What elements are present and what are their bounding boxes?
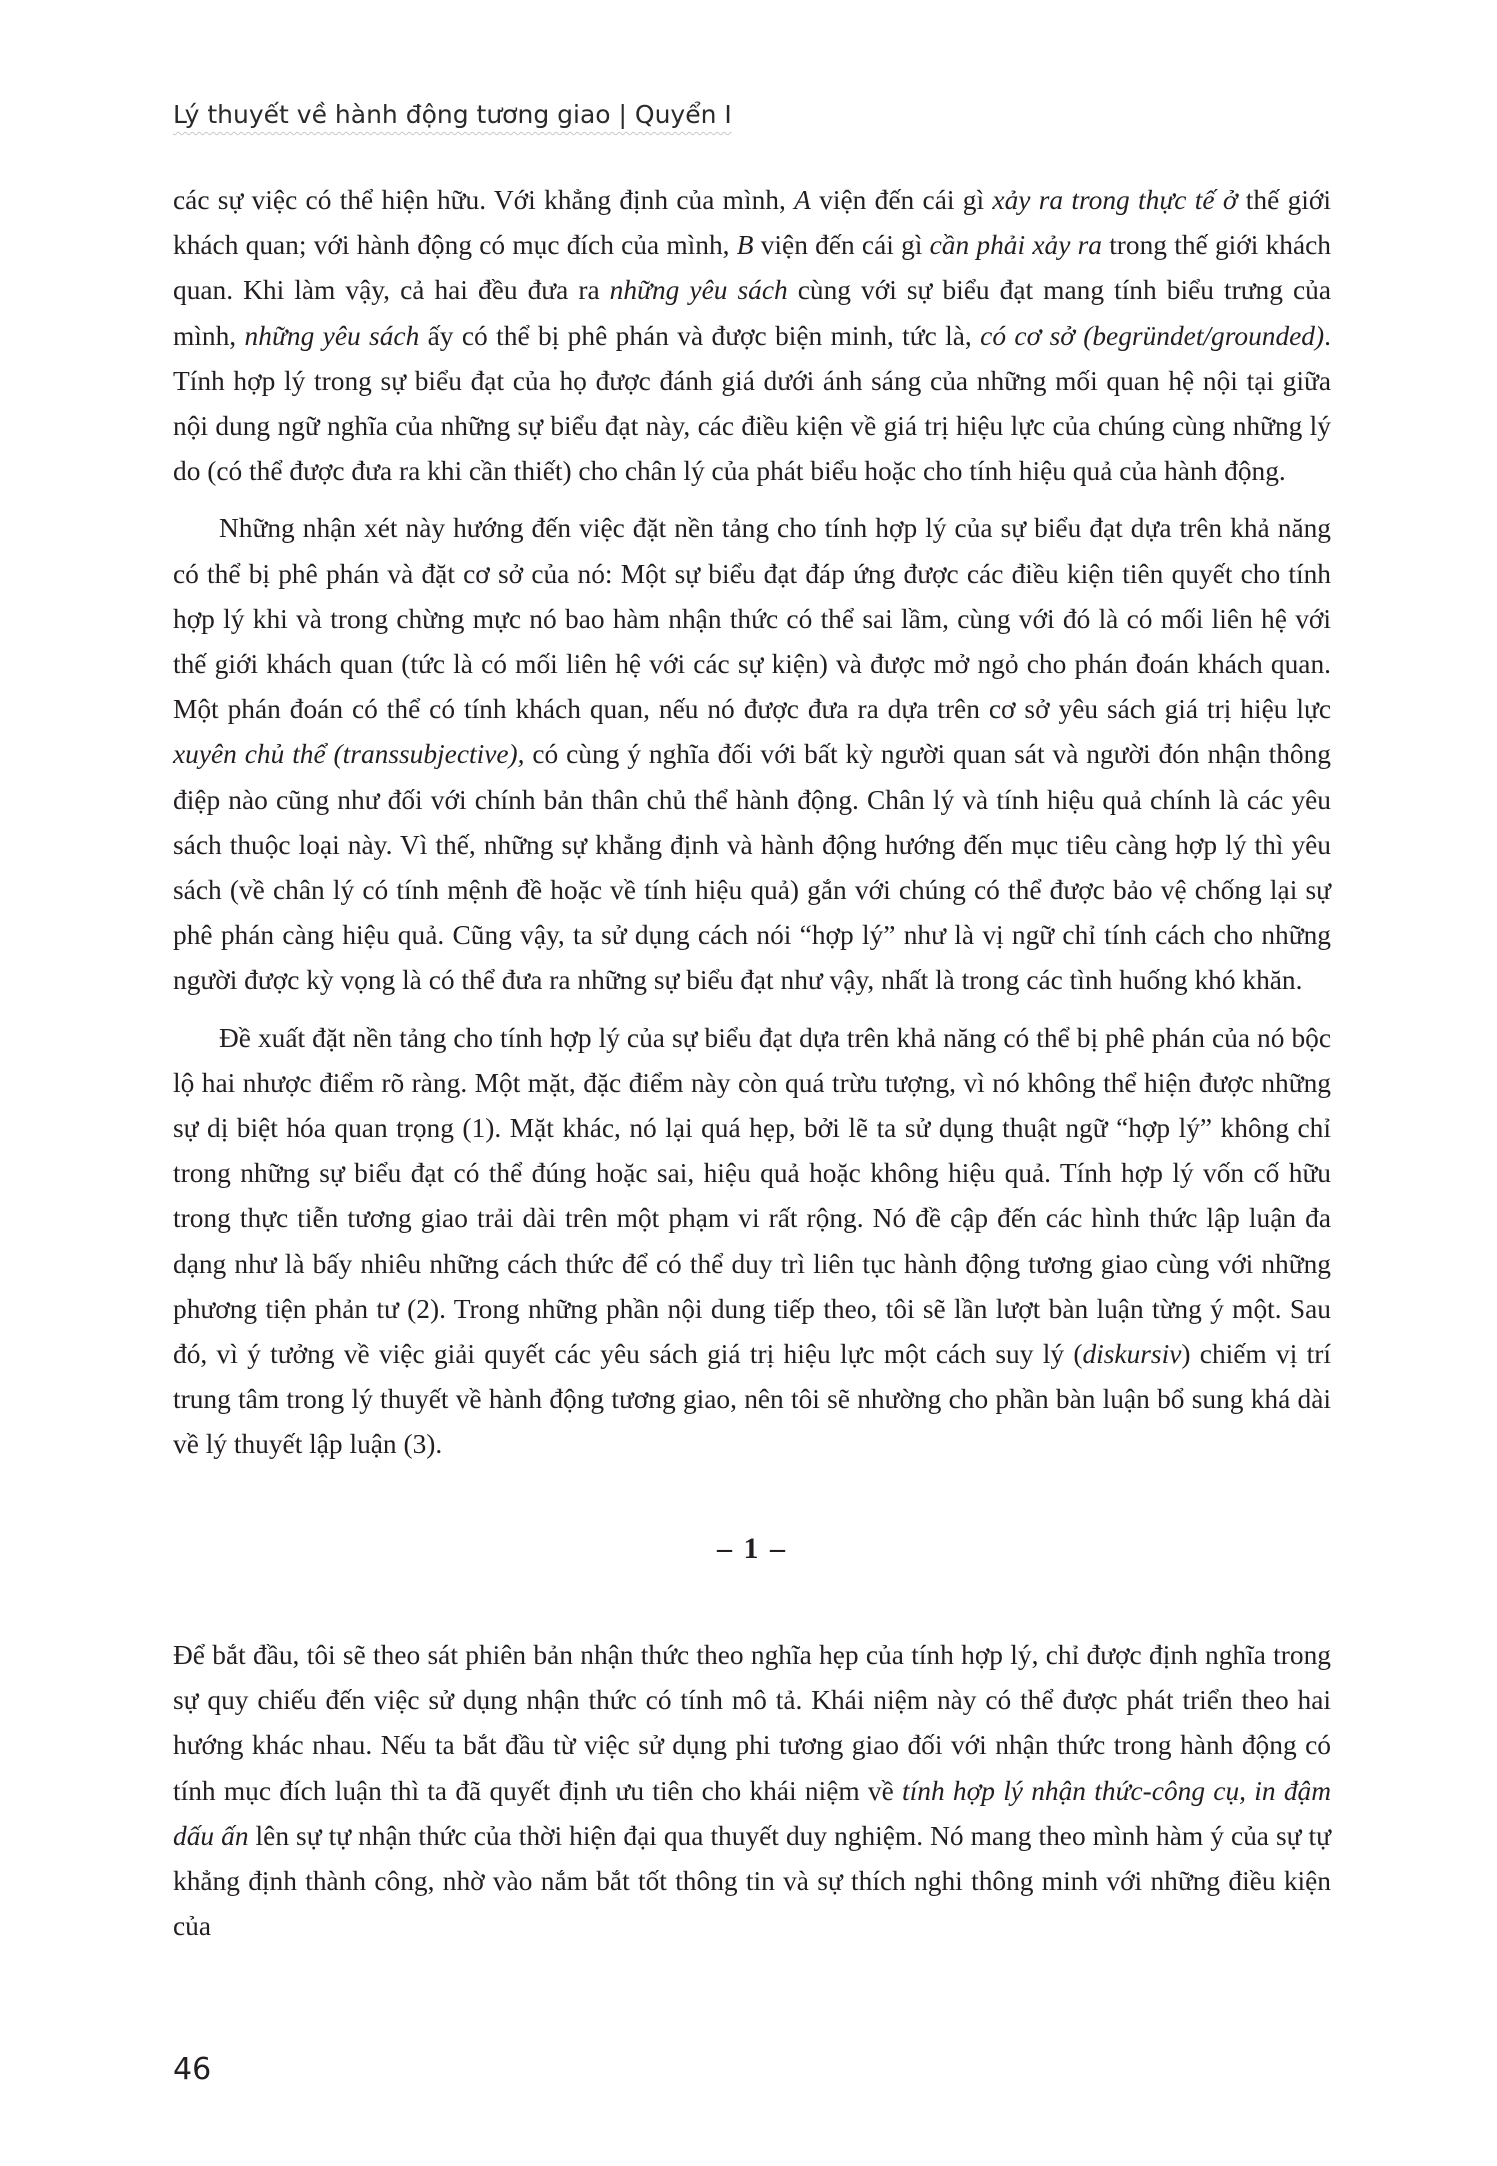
text-run: trong thế giới khách quan. Khi làm vậy, cả hai đều đưa ra bbox=[173, 230, 1331, 306]
paragraph bbox=[173, 1016, 1331, 1468]
paragraph bbox=[173, 178, 1331, 494]
text-run: Những nhận xét này hướng đến việc đặt nền tảng cho tính hợp lý của sự biểu đạt dựa trên khả năng có thể bị phê phán và đặt cơ sở của nó: Một sự biểu đạt đáp ứng được các điều kiện tiên quyết cho tính hợp lý khi và trong chừng mực nó bao hàm nhận thức có thể sai lầm, cùng với đó là có mối liên hệ với thế giới khách quan (tức là có mối liên hệ với các sự kiện) và được mở ngỏ cho phán đoán khách quan. Một phán đoán có thể có tính khách quan, nếu nó được đưa ra dựa trên cơ sở yêu sách giá trị hiệu lực bbox=[173, 513, 1331, 725]
text-run: cùng với sự biểu đạt mang tính biểu trưng của mình, bbox=[173, 275, 1331, 351]
italic-text: xảy ra trong thực tế ở bbox=[992, 185, 1238, 215]
italic-text: những yêu sách bbox=[244, 320, 420, 351]
running-header: Lý thuyết về hành động tương giao | Quyển I bbox=[173, 100, 732, 129]
text-run: viện đến cái gì bbox=[810, 185, 993, 215]
body-text bbox=[173, 178, 1331, 1961]
text-run: ) chiếm vị trí trung tâm trong lý thuyết về hành động tương giao, nên tôi sẽ nhường cho phần bàn luận bổ sung khá dài về lý thuyết lập luận (3). bbox=[173, 1339, 1331, 1460]
text-run: lên sự tự nhận thức của thời hiện đại qua thuyết duy nghiệm. Nó mang theo mình hàm ý của sự tự khẳng định thành công, nhờ vào nắm bắt tốt thông tin và sự thích nghi thông minh với những điều kiện của bbox=[173, 1820, 1331, 1942]
italic-text: B bbox=[736, 230, 754, 261]
italic-text: xuyên chủ thể (transsubjective), bbox=[173, 739, 525, 770]
text-run: các sự việc có thể hiện hữu. Với khẳng định của mình, bbox=[173, 185, 795, 215]
italic-text: A bbox=[794, 185, 811, 215]
text-run: có cùng ý nghĩa đối với bất kỳ người quan sát và người đón nhận thông điệp nào cũng như đối với chính bản thân chủ thể hành động. Chân lý và tính hiệu quả chính là các yêu sách thuộc loại này. Vì thế, những sự khẳng định và hành động hướng đến mục tiêu càng hợp lý thì yêu sách (về chân lý có tính mệnh đề hoặc về tính hiệu quả) gắn với chúng có thể được bảo vệ chống lại sự phê phán càng hiệu quả. Cũng vậy, ta sử dụng cách nói “hợp lý” như là vị ngữ chỉ tính cách cho những người được kỳ vọng là có thể đưa ra những sự biểu đạt như vậy, nhất là trong các tình huống khó khăn. bbox=[173, 739, 1331, 996]
italic-text: có cơ sở (begründet/grounded) bbox=[980, 320, 1325, 351]
text-run: thế giới khách quan; với hành động có mục đích của mình, bbox=[173, 185, 1331, 261]
paragraph bbox=[173, 506, 1331, 1003]
paragraphs-after-section bbox=[173, 1633, 1331, 1949]
text-run: Để bắt đầu, tôi sẽ theo sát phiên bản nhận thức theo nghĩa hẹp của tính hợp lý, chỉ được định nghĩa trong sự quy chiếu đến việc sử dụng nhận thức có tính mô tả. Khái niệm này có thể được phát triển theo hai hướng khác nhau. Nếu ta bắt đầu từ việc sử dụng phi tương giao đối với nhận thức trong hành động có tính mục đích luận thì ta đã quyết định ưu tiên cho khái niệm về bbox=[173, 1639, 1331, 1806]
page-number: 46 bbox=[173, 2052, 212, 2087]
text-run: Đề xuất đặt nền tảng cho tính hợp lý của sự biểu đạt dựa trên khả năng có thể bị phê phán của nó bộc lộ hai nhược điểm rõ ràng. Một mặt, đặc điểm này còn quá trừu tượng, vì nó không thể hiện được những sự dị biệt hóa quan trọng (1). Mặt khác, nó lại quá hẹp, bởi lẽ ta sử dụng thuật ngữ “hợp lý” không chỉ trong những sự biểu đạt có thể đúng hoặc sai, hiệu quả hoặc không hiệu quả. Tính hợp lý vốn cố hữu trong thực tiễn tương giao trải dài trên một phạm vi rất rộng. Nó đề cập đến các hình thức lập luận đa dạng như là bấy nhiêu những cách thức để có thể duy trì liên tục hành động tương giao cùng với những phương tiện phản tư (2). Trong những phần nội dung tiếp theo, tôi sẽ lần lượt bàn luận từng ý một. Sau đó, vì ý tưởng về việc giải quyết các yêu sách giá trị hiệu lực một cách suy lý ( bbox=[173, 1022, 1331, 1370]
italic-text: tính hợp lý nhận thức-công cụ, in đậm dấu ấn bbox=[173, 1775, 1331, 1851]
italic-text: diskursiv bbox=[1082, 1339, 1182, 1370]
italic-text: cần phải xảy ra bbox=[929, 230, 1102, 261]
text-run: . Tính hợp lý trong sự biểu đạt của họ được đánh giá dưới ánh sáng của những mối quan hệ nội tại giữa nội dung ngữ nghĩa của những sự biểu đạt này, các điều kiện về giá trị hiệu lực của chúng cùng những lý do (có thể được đưa ra khi cần thiết) cho chân lý của phát biểu hoặc cho tính hiệu quả của hành động. bbox=[173, 320, 1331, 487]
section-heading: – 1 – bbox=[717, 1531, 787, 1565]
text-run: ấy có thể bị phê phán và được biện minh, tức là, bbox=[419, 320, 981, 351]
paragraphs-before-section bbox=[173, 178, 1331, 1468]
paragraph bbox=[173, 1633, 1331, 1949]
text-run: viện đến cái gì bbox=[753, 230, 930, 261]
italic-text: những yêu sách bbox=[609, 275, 788, 306]
